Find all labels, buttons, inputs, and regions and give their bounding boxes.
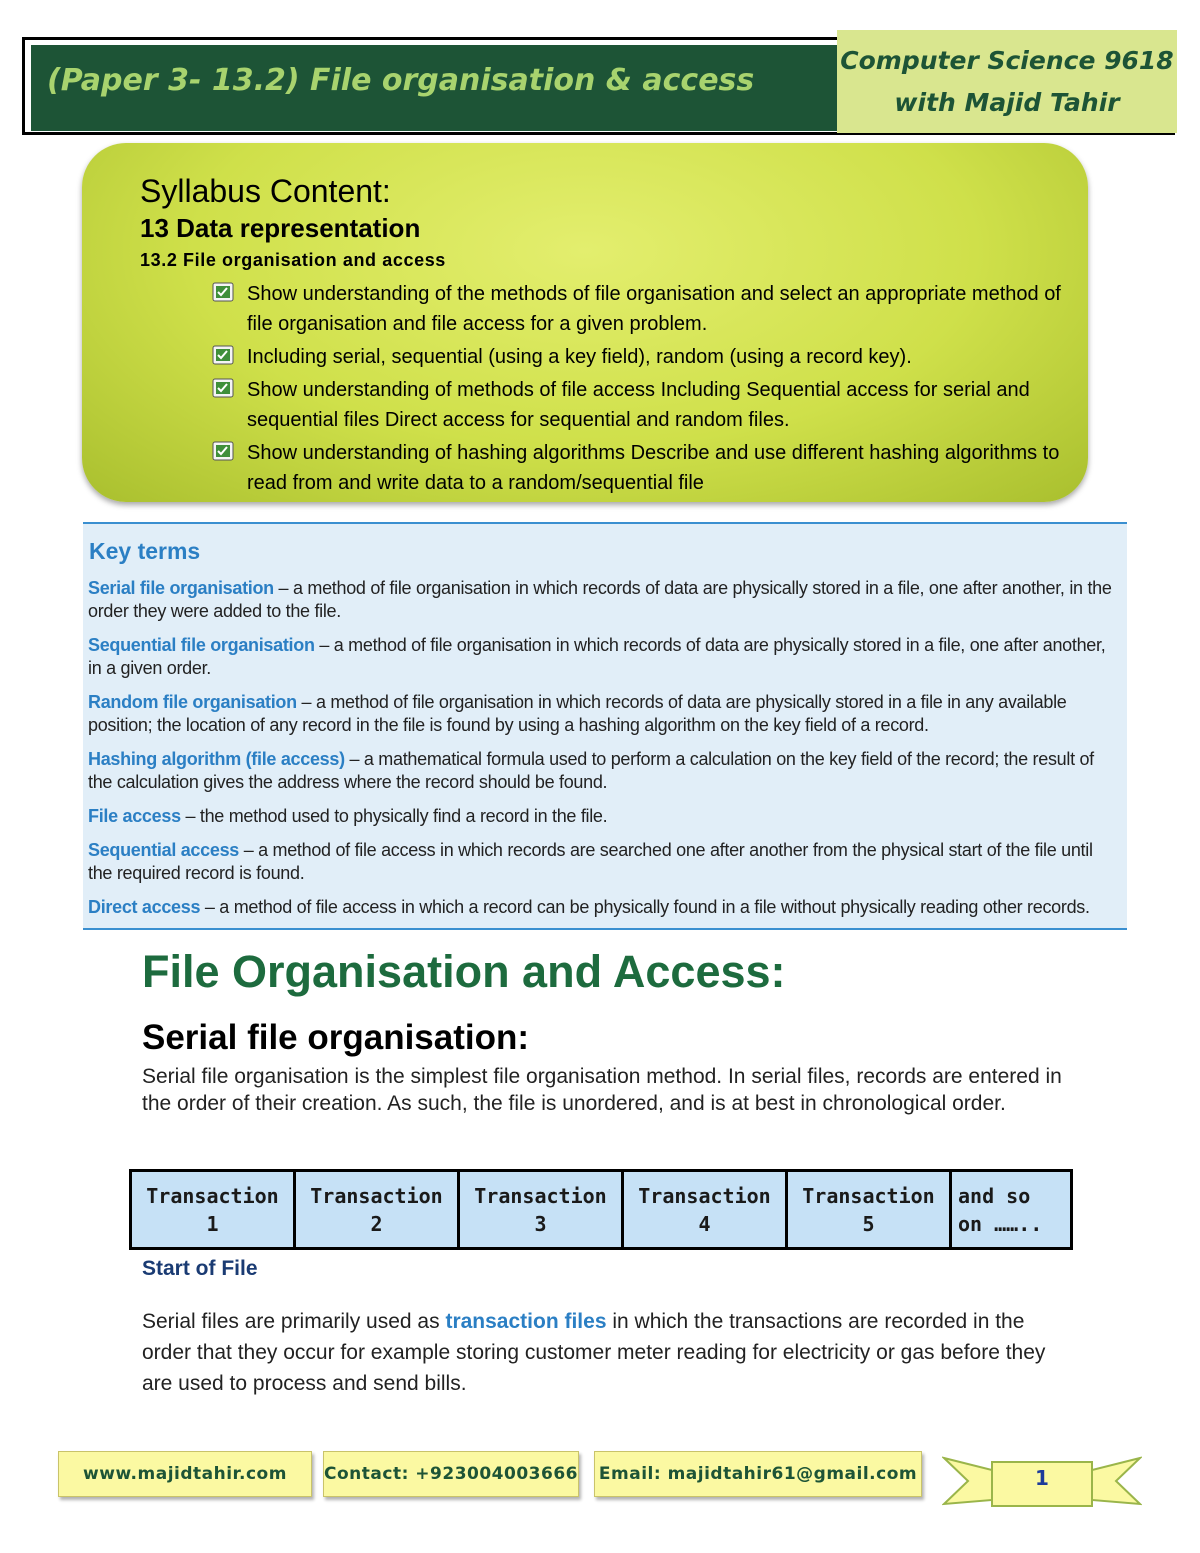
- and-so-on-line-2: on ……..: [958, 1211, 1043, 1236]
- transaction-number: 3: [534, 1211, 547, 1236]
- serial-intro-paragraph: Serial file organisation is the simplest file organisation method. In serial files, records are entered in the order of their creation. As such, the file is unordered, and is at best in chronological order.: [142, 1065, 1062, 1115]
- syllabus-item: [210, 375, 1070, 435]
- transaction-number: 1: [206, 1211, 219, 1236]
- key-term-item: [88, 805, 1118, 828]
- transaction-files-highlight: transaction files: [445, 1310, 607, 1333]
- brand-line-2: with Majid Tahir: [894, 88, 1120, 117]
- footer-website[interactable]: www.majidtahir.com: [58, 1451, 312, 1497]
- transaction-number: 2: [370, 1211, 383, 1236]
- key-term-name: Serial file organisation: [88, 578, 274, 598]
- start-of-file-label: Start of File: [142, 1257, 258, 1280]
- transaction-label: Transaction: [802, 1183, 935, 1208]
- document-title: (Paper 3- 13.2) File organisation & access: [47, 63, 755, 98]
- key-term-item: [88, 634, 1118, 680]
- transaction-cell: [623, 1171, 787, 1249]
- transaction-number: 5: [862, 1211, 875, 1236]
- key-terms-box: [83, 522, 1127, 930]
- syllabus-item: [210, 342, 1070, 372]
- key-term-name: Hashing algorithm (file access): [88, 749, 345, 769]
- checklist-icon: [212, 441, 234, 461]
- transaction-cell: [295, 1171, 459, 1249]
- checklist-icon: [212, 345, 234, 365]
- key-terms-heading: Key terms: [89, 538, 201, 564]
- syllabus-item-text: Including serial, sequential (using a key field), random (using a record key).: [247, 346, 912, 368]
- transaction-number: 4: [698, 1211, 711, 1236]
- key-term-item: [88, 748, 1118, 794]
- key-term-name: Direct access: [88, 897, 201, 917]
- footer-email[interactable]: Email: majidtahir61@gmail.com: [594, 1451, 922, 1497]
- syllabus-item-text: Show understanding of the methods of file organisation and select an appropriate method of file organisation and file access for a given problem.: [247, 283, 1061, 335]
- key-terms-list: [88, 577, 1118, 930]
- key-term-definition: – a method of file access in which records are searched one after another from the physical start of the file until the required record is found.: [88, 840, 1093, 883]
- footer-contact: Contact: +923004003666: [323, 1451, 579, 1497]
- header-brand-box: [837, 30, 1177, 133]
- key-term-name: Sequential file organisation: [88, 635, 315, 655]
- para2-text-before: Serial files are primarily used as: [142, 1310, 446, 1333]
- brand-line-1: Computer Science 9618: [840, 46, 1174, 75]
- syllabus-item-text: Show understanding of methods of file access Including Sequential access for serial and sequential files Direct access for sequential and random files.: [247, 379, 1030, 431]
- key-term-name: Random file organisation: [88, 692, 297, 712]
- transaction-label: Transaction: [310, 1183, 443, 1208]
- transaction-cell: [787, 1171, 951, 1249]
- section-title: File Organisation and Access:: [142, 946, 786, 997]
- transaction-label: Transaction: [146, 1183, 279, 1208]
- subsection-title: Serial file organisation:: [142, 1018, 530, 1057]
- syllabus-section: 13 Data representation: [140, 213, 421, 243]
- key-term-definition: – a method of file access in which a record can be physically found in a file without physically reading other records.: [200, 897, 1090, 917]
- page-number-badge: [942, 1452, 1142, 1512]
- transaction-cell: [459, 1171, 623, 1249]
- key-term-definition: – a method of file organisation in which records of data are physically stored in a file in any available position; the location of any record in the file is found by using a hashing algorithm on the key field of a record.: [88, 692, 1067, 735]
- transaction-cell: [131, 1171, 295, 1249]
- key-term-item: [88, 577, 1118, 623]
- syllabus-subsection: 13.2 File organisation and access: [140, 250, 446, 270]
- key-term-name: Sequential access: [88, 840, 239, 860]
- key-term-definition: – a method of file organisation in which records of data are physically stored in a file, one after another, in a given order.: [88, 635, 1106, 678]
- key-term-item: [88, 896, 1118, 919]
- syllabus-box: [82, 143, 1088, 502]
- page-number: 1: [1035, 1466, 1049, 1490]
- table-row: [131, 1171, 1072, 1249]
- transaction-label: Transaction: [474, 1183, 607, 1208]
- syllabus-heading: Syllabus Content:: [140, 173, 391, 209]
- transaction-label: Transaction: [638, 1183, 771, 1208]
- checklist-icon: [212, 282, 234, 302]
- key-term-item: [88, 691, 1118, 737]
- and-so-on-line-1: and so: [958, 1183, 1031, 1208]
- checklist-icon: [212, 378, 234, 398]
- key-term-name: File access: [88, 806, 181, 826]
- and-so-on-cell: [951, 1171, 1072, 1249]
- header-title-band: [31, 45, 837, 131]
- key-term-item: [88, 839, 1118, 885]
- syllabus-list: [210, 279, 1070, 501]
- transaction-file-table: [129, 1169, 1073, 1250]
- syllabus-item: [210, 279, 1070, 339]
- key-term-definition: – a mathematical formula used to perform a calculation on the key field of the record; the result of the calculation gives the address where the record should be found.: [88, 749, 1094, 792]
- key-term-definition: – the method used to physically find a record in the file.: [180, 806, 608, 826]
- para2-text-after: in which the transactions are recorded in the order that they occur for example storing customer meter reading for electricity or gas before they are used to process and send bills.: [142, 1310, 1046, 1395]
- page-header: [22, 37, 1175, 135]
- key-term-definition: – a method of file organisation in which records of data are physically stored in a file, one after another, in the order they were added to the file.: [88, 578, 1112, 621]
- transaction-files-paragraph: [142, 1306, 1072, 1399]
- syllabus-item: [210, 438, 1070, 498]
- syllabus-item-text: Show understanding of hashing algorithms Describe and use different hashing algorithms to read from and write data to a random/sequential file: [247, 442, 1060, 494]
